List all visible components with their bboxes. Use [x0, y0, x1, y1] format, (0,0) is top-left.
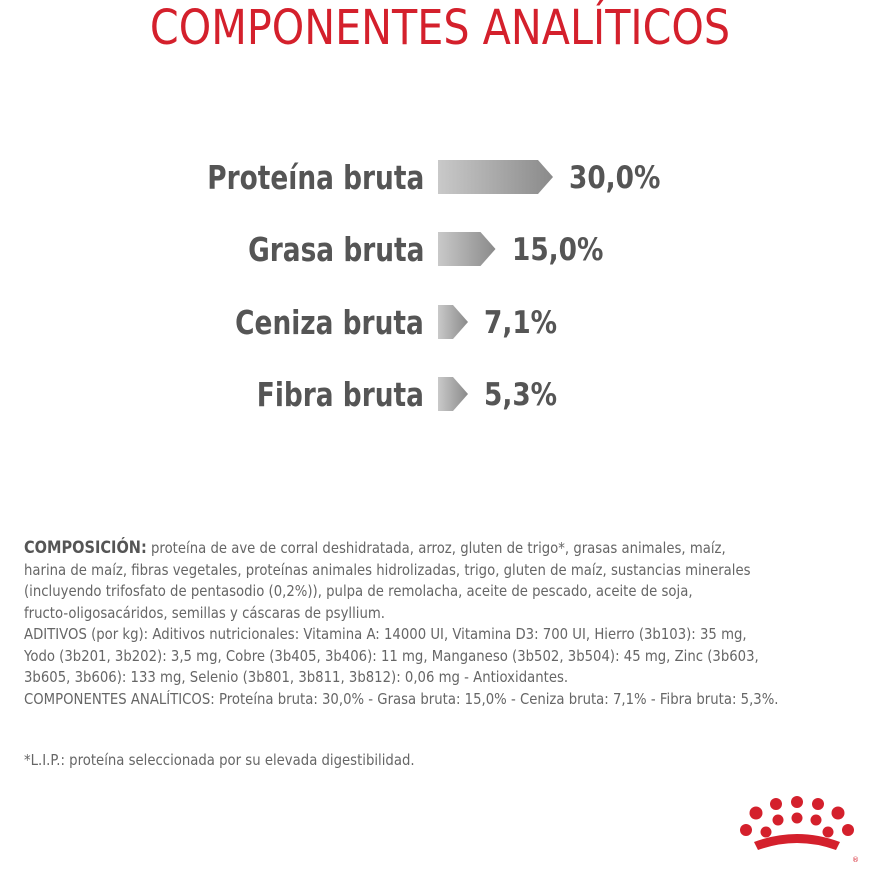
- composition-text: [24, 538, 794, 710]
- additives-line-2: 3b605, 3b606): 133 mg, Selenio (3b801, 3b811, 3b812): 0,06 mg - Antioxidantes.: [24, 668, 569, 686]
- composition-line-0: COMPOSICIÓN: proteína de ave de corral deshidratada, arroz, gluten de trigo*, grasas animales, maíz,: [24, 538, 726, 558]
- chart-category-label: Proteína bruta: [206, 158, 424, 197]
- chart-value-label: 30,0%: [569, 160, 661, 196]
- page-title: COMPONENTES ANALÍTICOS: [149, 0, 731, 56]
- chart-bar: [438, 160, 553, 194]
- analytical-components-line: COMPONENTES ANALÍTICOS: Proteína bruta: 30,0% - Grasa bruta: 15,0% - Ceniza bruta: 7,1% - Fibra bruta: 5,3%.: [24, 689, 779, 708]
- chart-row: [0, 375, 880, 415]
- chart-value-label: 5,3%: [484, 377, 558, 413]
- composition-line-2: (incluyendo trifosfato de pentasodio (0,2%)), pulpa de remolacha, aceite de pescado, aceite de soja,: [24, 582, 693, 600]
- composition-line-3: fructo-oligosacáridos, semillas y cáscaras de psyllium.: [24, 603, 386, 622]
- svg-text:®: ®: [852, 856, 859, 864]
- chart-bar: [438, 232, 496, 266]
- chart-category-label: Grasa bruta: [247, 230, 424, 269]
- chart-value-label: 15,0%: [511, 232, 603, 268]
- chart-row: [0, 158, 880, 198]
- additives-line-1: Yodo (3b201, 3b202): 3,5 mg, Cobre (3b405, 3b406): 11 mg, Manganeso (3b502, 3b504): 45 mg, Zinc (3b603,: [24, 646, 759, 665]
- additives-line-0: ADITIVOS (por kg): Aditivos nutricionales: Vitamina A: 14000 UI, Vitamina D3: 700 UI, Hierro (3b103): 35 mg,: [24, 625, 747, 643]
- royal-canin-crown-icon: [736, 796, 860, 866]
- chart-bar: [438, 377, 468, 411]
- composition-line-1: harina de maíz, fibras vegetales, proteínas animales hidrolizadas, trigo, gluten de maíz, sustancias minerales: [24, 560, 751, 579]
- chart-category-label: Fibra bruta: [256, 375, 424, 414]
- chart-category-label: Ceniza bruta: [235, 303, 424, 342]
- chart-row: [0, 230, 880, 270]
- composition-heading: COMPOSICIÓN:: [24, 538, 147, 558]
- chart-row: [0, 303, 880, 343]
- footnote: *L.I.P.: proteína seleccionada por su elevada digestibilidad.: [24, 751, 415, 769]
- chart-bar: [438, 305, 468, 339]
- chart-value-label: 7,1%: [484, 305, 558, 341]
